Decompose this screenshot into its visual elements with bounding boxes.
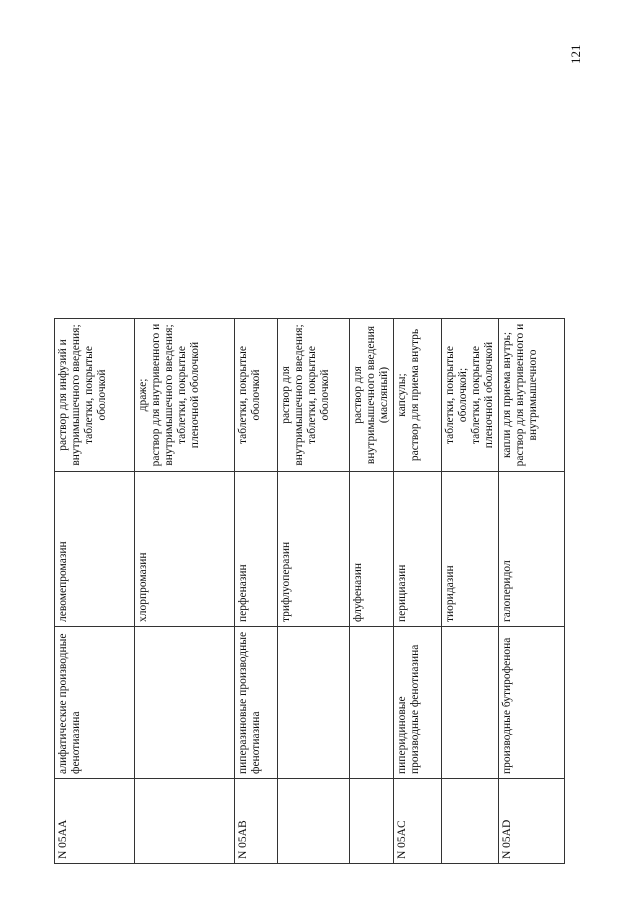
group-cell: производные бутирофенона (499, 627, 565, 779)
table-row (235, 319, 278, 864)
dosage-form-line: таблетки, покрытые оболочкой (83, 345, 108, 445)
dosage-form-cell (278, 319, 350, 472)
dosage-form-cell (235, 319, 278, 472)
dosage-form-line: капли для приема внутрь; (501, 331, 513, 459)
atc-code-cell: N 05AB (235, 779, 278, 864)
dosage-form-cell (394, 319, 442, 472)
dosage-form-line: раствор для инфузий и внутримышечного введения; (57, 324, 82, 466)
group-cell (278, 627, 350, 779)
drug-name-cell: левомепромазин (55, 472, 135, 627)
dosage-form-line: таблетки, покрытые пленочной оболочкой (470, 341, 495, 449)
dosage-form-line: таблетки, покрытые пленочной оболочкой (176, 341, 201, 449)
group-cell: пиперазиновые производные фенотиазина (235, 627, 278, 779)
drug-table (54, 318, 565, 864)
drug-name-cell: перфеназин (235, 472, 278, 627)
drug-name-cell: тиоридазин (442, 472, 499, 627)
drug-name-cell: флуфеназин (350, 472, 394, 627)
group-cell: пиперидиновые производные фенотиазина (394, 627, 442, 779)
table-body (55, 319, 565, 864)
table-row (394, 319, 442, 864)
table-row (350, 319, 394, 864)
group-cell: алифатические производные фенотиазина (55, 627, 135, 779)
atc-code-cell: N 05AD (499, 779, 565, 864)
dosage-form-line: драже; (137, 378, 149, 412)
table-row (499, 319, 565, 864)
dosage-form-line: раствор для внутривенного и внутримышечного введения; (150, 323, 175, 467)
table-row (278, 319, 350, 864)
drug-name-cell: трифлуоперазин (278, 472, 350, 627)
dosage-form-line: раствор для внутривенного и внутримышечного (514, 323, 539, 467)
dosage-form-line: раствор для внутримышечного введения; (280, 324, 305, 466)
group-cell (350, 627, 394, 779)
table-row (135, 319, 235, 864)
dosage-form-line: таблетки, покрытые оболочкой; (444, 345, 469, 445)
atc-code-cell (278, 779, 350, 864)
dosage-form-line: таблетки, покрытые оболочкой (237, 345, 262, 445)
page-number: 121 (568, 44, 583, 64)
atc-code-cell (135, 779, 235, 864)
rotated-table-container (54, 319, 567, 864)
dosage-form-cell (499, 319, 565, 472)
drug-name-cell: галоперидол (499, 472, 565, 627)
table-row (55, 319, 135, 864)
dosage-form-cell (135, 319, 235, 472)
atc-code-cell: N 05AC (394, 779, 442, 864)
dosage-form-line: таблетки, покрытые оболочкой (306, 345, 331, 445)
atc-code-cell: N 05AA (55, 779, 135, 864)
group-cell (135, 627, 235, 779)
drug-name-cell: хлорпромазин (135, 472, 235, 627)
dosage-form-line: раствор для внутримышечного введения (масляный) (352, 325, 390, 465)
table-row (442, 319, 499, 864)
dosage-form-cell (350, 319, 394, 472)
drug-name-cell: перициазин (394, 472, 442, 627)
dosage-form-line: раствор для приема внутрь (409, 328, 421, 462)
group-cell (442, 627, 499, 779)
atc-code-cell (442, 779, 499, 864)
dosage-form-line: капсулы; (396, 373, 408, 417)
atc-code-cell (350, 779, 394, 864)
dosage-form-cell (442, 319, 499, 472)
dosage-form-cell (55, 319, 135, 472)
